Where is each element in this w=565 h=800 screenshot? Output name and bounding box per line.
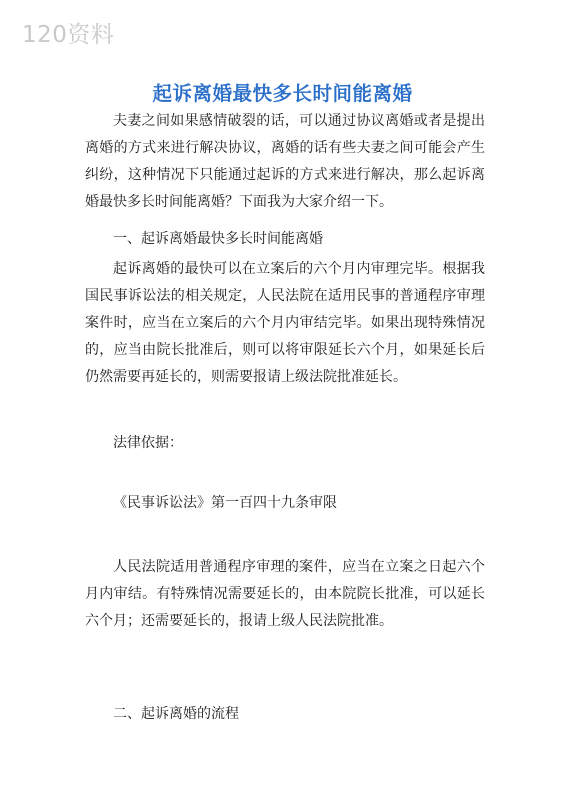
section-2-heading: 二、起诉离婚的流程 [113,706,239,722]
intro-paragraph: 夫妻之间如果感情破裂的话，可以通过协议离婚或者是提出离婚的方式来进行解决协议，离婚的话有些夫妻之间可能会产生纠纷，这种情况下只能通过起诉的方式来进行解决，那么起诉离婚最快多长时间能离婚？下面我为大家介绍一下。 [85,113,485,210]
legal-basis-label: 法律依据： [113,435,183,451]
law-citation-text: 人民法院适用普通程序审理的案件，应当在立案之日起六个月内审结。有特殊情况需要延长的，由本院院长批准，可以延长六个月；还需要延长的，报请上级人民法院批准。 [85,559,485,629]
document-title: 起诉离婚最快多长时间能离婚 [152,82,413,105]
section-1-heading: 一、起诉离婚最快多长时间能离婚 [113,231,323,247]
law-citation-title: 《民事诉讼法》第一百四十九条审限 [113,495,337,511]
watermark-logo: 120资料 [22,22,115,48]
section-1-body: 起诉离婚的最快可以在立案后的六个月内审理完毕。根据我国民事诉讼法的相关规定，人民法院在适用民事的普通程序审理案件时，应当在立案后的六个月内审结完毕。如果出现特殊情况的，应当由院长批准后，则可以将审限延长六个月，如果延长后仍然需要再延长的，则需要报请上级法院批准延长。 [85,261,485,385]
